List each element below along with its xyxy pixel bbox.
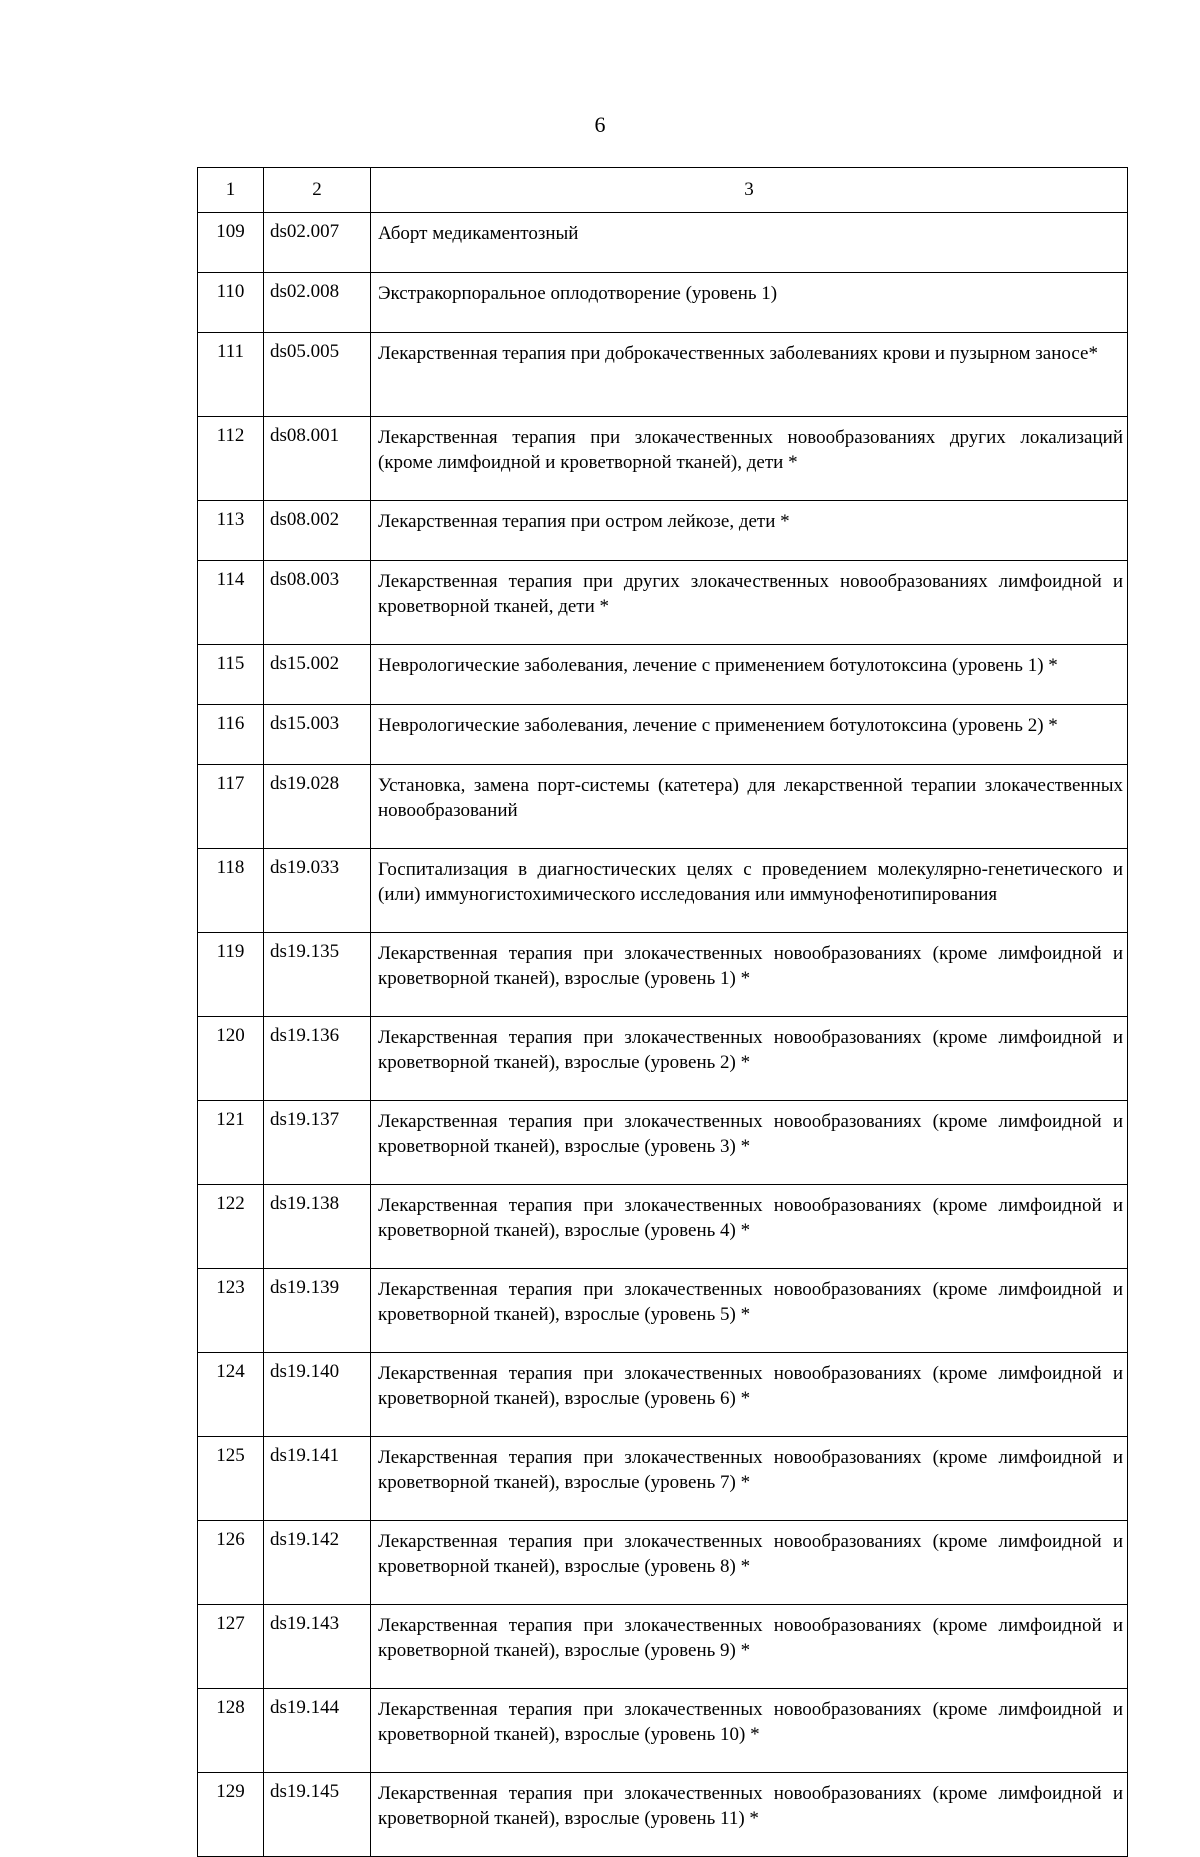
table-body (198, 213, 1128, 1857)
row-number: 118 (198, 849, 264, 933)
row-code: ds02.008 (264, 273, 371, 333)
row-code: ds19.033 (264, 849, 371, 933)
row-code: ds19.135 (264, 933, 371, 1017)
row-number: 109 (198, 213, 264, 273)
row-description: Лекарственная терапия при злокачественных новообразованиях (кроме лимфоидной и кроветворной тканей), взрослые (уровень 5) * (371, 1269, 1128, 1353)
row-number: 124 (198, 1353, 264, 1437)
row-description: Лекарственная терапия при злокачественных новообразованиях других локализаций (кроме лимфоидной и кроветворной тканей), дети * (371, 417, 1128, 501)
row-number: 115 (198, 645, 264, 705)
table-row (198, 1689, 1128, 1773)
table-row (198, 1353, 1128, 1437)
row-description: Лекарственная терапия при других злокачественных новообразованиях лимфоидной и кроветворной тканей, дети * (371, 561, 1128, 645)
row-number: 122 (198, 1185, 264, 1269)
table-row (198, 333, 1128, 417)
row-code: ds19.028 (264, 765, 371, 849)
row-description: Лекарственная терапия при злокачественных новообразованиях (кроме лимфоидной и кроветворной тканей), взрослые (уровень 11) * (371, 1773, 1128, 1857)
row-description: Неврологические заболевания, лечение с применением ботулотоксина (уровень 2) * (371, 705, 1128, 765)
page-number: 6 (594, 112, 606, 137)
row-code: ds19.145 (264, 1773, 371, 1857)
row-description: Лекарственная терапия при злокачественных новообразованиях (кроме лимфоидной и кроветворной тканей), взрослые (уровень 1) * (371, 933, 1128, 1017)
table-row (198, 1269, 1128, 1353)
row-number: 121 (198, 1101, 264, 1185)
row-code: ds08.001 (264, 417, 371, 501)
row-number: 110 (198, 273, 264, 333)
row-description: Установка, замена порт-системы (катетера) для лекарственной терапии злокачественных новообразований (371, 765, 1128, 849)
row-code: ds19.140 (264, 1353, 371, 1437)
row-number: 129 (198, 1773, 264, 1857)
row-number: 114 (198, 561, 264, 645)
row-code: ds19.141 (264, 1437, 371, 1521)
row-description: Лекарственная терапия при злокачественных новообразованиях (кроме лимфоидной и кроветворной тканей), взрослые (уровень 7) * (371, 1437, 1128, 1521)
table-row (198, 417, 1128, 501)
row-code: ds08.002 (264, 501, 371, 561)
row-code: ds19.144 (264, 1689, 371, 1773)
row-code: ds19.137 (264, 1101, 371, 1185)
table-row (198, 933, 1128, 1017)
table-row (198, 765, 1128, 849)
row-code: ds08.003 (264, 561, 371, 645)
row-description: Лекарственная терапия при злокачественных новообразованиях (кроме лимфоидной и кроветворной тканей), взрослые (уровень 8) * (371, 1521, 1128, 1605)
tariff-table (197, 167, 1128, 1857)
header-col-1: 1 (198, 168, 264, 213)
row-code: ds02.007 (264, 213, 371, 273)
table-row (198, 1437, 1128, 1521)
header-col-3: 3 (371, 168, 1128, 213)
row-description: Лекарственная терапия при злокачественных новообразованиях (кроме лимфоидной и кроветворной тканей), взрослые (уровень 10) * (371, 1689, 1128, 1773)
table-row (198, 1017, 1128, 1101)
table-row (198, 645, 1128, 705)
table-row (198, 1521, 1128, 1605)
row-number: 127 (198, 1605, 264, 1689)
row-description: Аборт медикаментозный (371, 213, 1128, 273)
row-description: Лекарственная терапия при злокачественных новообразованиях (кроме лимфоидной и кроветворной тканей), взрослые (уровень 3) * (371, 1101, 1128, 1185)
row-number: 128 (198, 1689, 264, 1773)
table-header (198, 168, 1128, 213)
row-description: Лекарственная терапия при злокачественных новообразованиях (кроме лимфоидной и кроветворной тканей), взрослые (уровень 2) * (371, 1017, 1128, 1101)
header-col-2: 2 (264, 168, 371, 213)
row-code: ds19.142 (264, 1521, 371, 1605)
table-row (198, 1605, 1128, 1689)
row-description: Неврологические заболевания, лечение с применением ботулотоксина (уровень 1) * (371, 645, 1128, 705)
row-number: 126 (198, 1521, 264, 1605)
row-number: 125 (198, 1437, 264, 1521)
row-number: 117 (198, 765, 264, 849)
table-row (198, 213, 1128, 273)
row-code: ds19.136 (264, 1017, 371, 1101)
row-number: 119 (198, 933, 264, 1017)
row-description: Лекарственная терапия при злокачественных новообразованиях (кроме лимфоидной и кроветворной тканей), взрослые (уровень 6) * (371, 1353, 1128, 1437)
table-row (198, 705, 1128, 765)
row-description: Госпитализация в диагностических целях с проведением молекулярно-генетического и (или) иммуногистохимического исследования или иммунофенотипирования (371, 849, 1128, 933)
table-row (198, 1101, 1128, 1185)
row-description: Лекарственная терапия при доброкачественных заболеваниях крови и пузырном заносе* (371, 333, 1128, 417)
row-code: ds15.002 (264, 645, 371, 705)
table-row (198, 561, 1128, 645)
table-row (198, 273, 1128, 333)
row-code: ds05.005 (264, 333, 371, 417)
row-number: 120 (198, 1017, 264, 1101)
row-number: 123 (198, 1269, 264, 1353)
table-row (198, 849, 1128, 933)
header-row (198, 168, 1128, 213)
table-row (198, 501, 1128, 561)
row-code: ds19.139 (264, 1269, 371, 1353)
row-number: 116 (198, 705, 264, 765)
row-number: 111 (198, 333, 264, 417)
table-row (198, 1185, 1128, 1269)
row-description: Лекарственная терапия при злокачественных новообразованиях (кроме лимфоидной и кроветворной тканей), взрослые (уровень 4) * (371, 1185, 1128, 1269)
row-number: 113 (198, 501, 264, 561)
row-description: Экстракорпоральное оплодотворение (уровень 1) (371, 273, 1128, 333)
row-description: Лекарственная терапия при злокачественных новообразованиях (кроме лимфоидной и кроветворной тканей), взрослые (уровень 9) * (371, 1605, 1128, 1689)
row-description: Лекарственная терапия при остром лейкозе, дети * (371, 501, 1128, 561)
row-number: 112 (198, 417, 264, 501)
row-code: ds19.143 (264, 1605, 371, 1689)
row-code: ds15.003 (264, 705, 371, 765)
row-code: ds19.138 (264, 1185, 371, 1269)
table-row (198, 1773, 1128, 1857)
